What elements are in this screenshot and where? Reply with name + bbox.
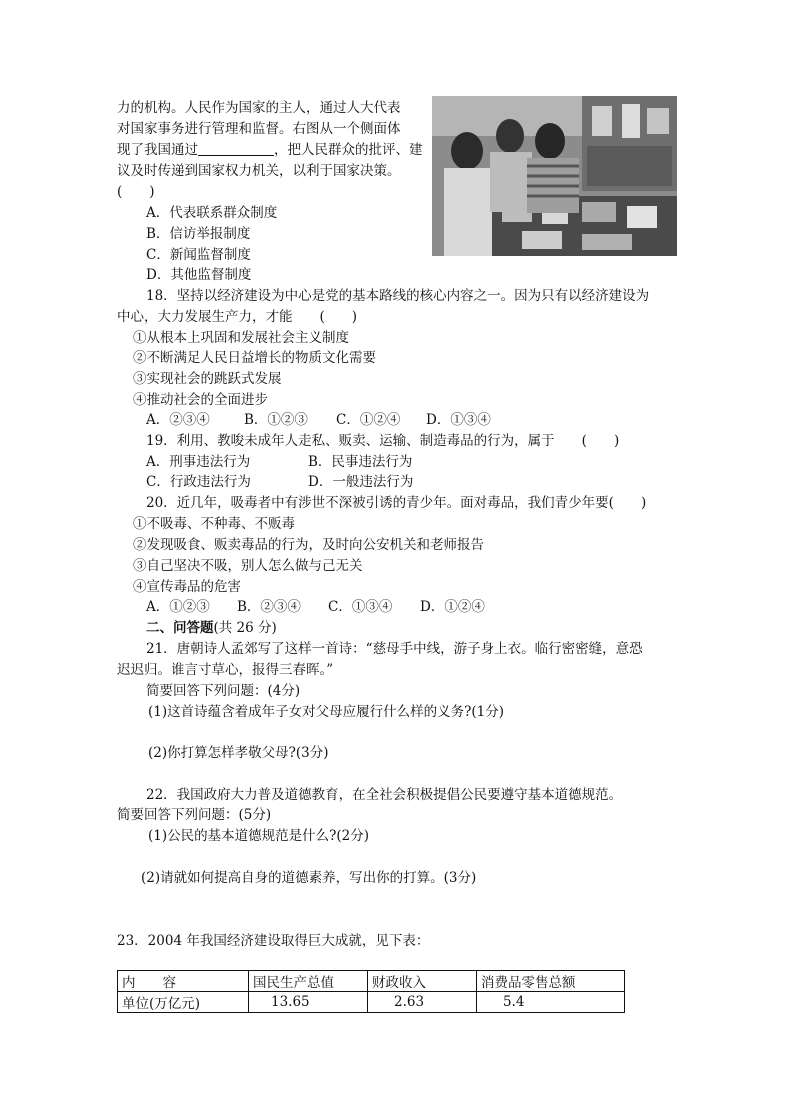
q18-item-1: ①从根本上巩固和发展社会主义制度 <box>133 330 349 346</box>
market-photo <box>432 96 677 256</box>
section-2-title: 二、问答题 <box>146 620 214 636</box>
q17-option-b: B．信访举报制度 <box>146 226 251 242</box>
q22-prompt: 简要回答下列问题：(5分) <box>117 807 272 823</box>
q19-stem: 19．利用、教唆未成年人走私、贩卖、运输、制造毒品的行为，属于 ( ) <box>146 433 620 449</box>
q18-option-c: C．①②④ <box>336 412 401 428</box>
q17-line-3-post: ，把人民群众的批评、建 <box>274 142 423 158</box>
table-header-cell: 内 容 <box>118 971 249 992</box>
q20-item-1: ①不吸毒、不种毒、不贩毒 <box>133 516 295 532</box>
q17-option-c: C．新闻监督制度 <box>146 247 251 263</box>
q21-sub-2: (2)你打算怎样孝敬父母?(3分) <box>148 745 329 761</box>
table-cell: 13.65 <box>249 992 368 1013</box>
q19-option-c: C．行政违法行为 <box>146 474 251 490</box>
q23-stem: 23．2004 年我国经济建设取得巨大成就，见下表： <box>117 933 430 949</box>
q22-sub-1: (1)公民的基本道德规范是什么?(2分) <box>148 828 369 844</box>
q21-prompt: 简要回答下列问题：(4分) <box>146 683 301 699</box>
q18-option-a: A．②③④ <box>146 412 210 428</box>
q17-line-1: 力的机构。人民作为国家的主人，通过人大代表 <box>117 100 401 116</box>
answer-blank <box>198 141 274 156</box>
table-header-cell: 国民生产总值 <box>249 971 368 992</box>
q20-option-c: C．①③④ <box>328 599 393 615</box>
table-cell: 单位(万亿元) <box>118 992 249 1013</box>
q18-item-4: ④推动社会的全面进步 <box>133 392 268 408</box>
q20-stem: 20．近几年，吸毒者中有涉世不深被引诱的青少年。面对毒品，我们青少年要( ) <box>146 495 647 511</box>
table-header-row <box>118 971 625 992</box>
table-header-cell: 消费品零售总额 <box>477 971 625 992</box>
table-cell: 5.4 <box>477 992 625 1013</box>
section-2-score: (共 26 分) <box>213 620 277 636</box>
q19-option-b: B．民事违法行为 <box>308 454 413 470</box>
table-header-cell: 财政收入 <box>368 971 477 992</box>
q17-option-a: A．代表联系群众制度 <box>146 205 278 221</box>
q22-sub-2: (2)请就如何提高自身的道德素养，写出你的打算。(3分) <box>141 870 477 886</box>
q17-option-d: D．其他监督制度 <box>146 267 252 283</box>
q20-item-3: ③自己坚决不吸，别人怎么做与己无关 <box>133 558 363 574</box>
q20-item-4: ④宣传毒品的危害 <box>133 579 241 595</box>
q17-line-4: 议及时传递到国家权力机关，以利于国家决策。 <box>117 163 401 179</box>
q21-line-2: 迟迟归。谁言寸草心，报得三春晖。” <box>117 662 334 678</box>
q17-bracket: ( ) <box>117 184 155 200</box>
q21-line-1: 21．唐朝诗人孟郊写了这样一首诗：“慈母手中线，游子身上衣。临行密密缝，意恐 <box>146 641 643 657</box>
q20-option-b: B．②③④ <box>237 599 301 615</box>
q18-line-2: 中心，大力发展生产力，才能 ( ) <box>117 309 358 325</box>
q18-option-b: B．①②③ <box>244 412 308 428</box>
q18-item-3: ③实现社会的跳跃式发展 <box>133 371 282 387</box>
q18-option-d: D．①③④ <box>426 412 491 428</box>
q19-option-d: D．一般违法行为 <box>308 474 414 490</box>
q20-item-2: ②发现吸食、贩卖毒品的行为，及时向公安机关和老师报告 <box>133 537 484 553</box>
section-2-heading <box>146 619 277 637</box>
economy-table <box>117 970 625 1013</box>
table-cell: 2.63 <box>368 992 477 1013</box>
q17-line-3 <box>117 141 423 159</box>
q22-stem: 22．我国政府大力普及道德教育，在全社会积极提倡公民要遵守基本道德规范。 <box>146 787 623 803</box>
q18-item-2: ②不断满足人民日益增长的物质文化需要 <box>133 350 376 366</box>
q17-line-2: 对国家事务进行管理和监督。右图从一个侧面体 <box>117 121 401 137</box>
q20-option-d: D．①②④ <box>420 599 485 615</box>
q18-line-1: 18．坚持以经济建设为中心是党的基本路线的核心内容之一。因为只有以经济建设为 <box>146 288 650 304</box>
table-row <box>118 992 625 1013</box>
q21-sub-1: (1)这首诗蕴含着成年子女对父母应履行什么样的义务?(1分) <box>148 704 504 720</box>
q19-option-a: A．刑事违法行为 <box>146 454 251 470</box>
q20-option-a: A．①②③ <box>146 599 210 615</box>
q17-line-3-pre: 现了我国通过 <box>117 142 198 158</box>
